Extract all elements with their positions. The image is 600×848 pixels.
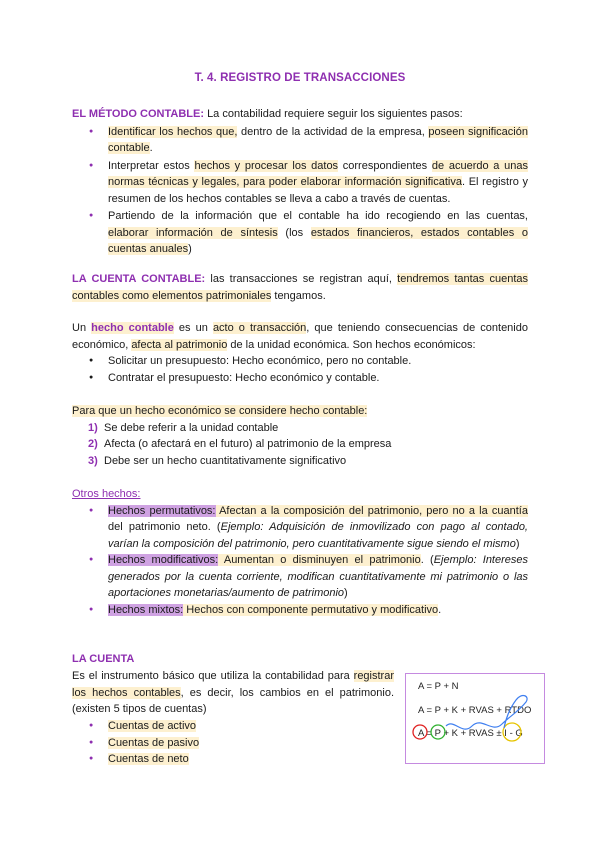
highlight: estados financieros, estados contables o cuentas anuales — [108, 226, 528, 255]
highlight: elaborar información de síntesis — [108, 226, 278, 239]
term: P — [434, 728, 441, 739]
term: I - G — [504, 728, 523, 739]
text: dentro de la actividad de la empresa, — [237, 125, 429, 138]
label: Hechos modificativos: — [108, 554, 219, 566]
list-item — [72, 718, 394, 735]
otros-section — [72, 486, 528, 618]
text: , es decir, los cambios en el patrimonio. (existen 5 tipos de cuentas) — [72, 686, 395, 715]
la-cuenta-list — [72, 718, 394, 768]
text: correspondientes — [338, 159, 432, 172]
list-item — [72, 751, 394, 768]
formula-2: A = P + K + RVAS + RTDO — [418, 705, 532, 716]
condiciones-section — [72, 403, 528, 469]
highlight: Cuentas de neto — [108, 753, 189, 765]
label: Hechos permutativos: — [108, 504, 216, 517]
formula-1: A = P + N — [418, 681, 459, 692]
list-item — [72, 208, 528, 258]
highlight: hechos y procesar los datos — [194, 159, 339, 172]
highlight: tendremos tantas cuentas contables como elementos patrimoniales — [72, 273, 528, 302]
example: Ejemplo: Intereses generados por la cuenta corriente, modifican cuantitativamente mi patrimonio o las aportaciones monetarias/aumento de patrimonio — [108, 554, 529, 599]
text: (los — [277, 226, 311, 239]
example: Ejemplo: Adquisición de inmovilizado con pago al contado, varían la composición del patrimonio, pero cuantitativamente sigue siendo el mismo — [108, 521, 528, 550]
highlight: hecho contable — [91, 322, 174, 334]
text: , que teniendo consecuencias de contenido económico, — [72, 322, 528, 351]
hecho-section — [72, 320, 528, 386]
list-item — [72, 735, 394, 752]
highlight: Identificar los hechos que, — [108, 125, 238, 138]
metodo-intro — [72, 106, 528, 123]
green-circle — [431, 725, 445, 739]
text: ) — [515, 537, 520, 550]
number: 2) — [88, 438, 98, 450]
text: Interpretar estos — [108, 159, 195, 172]
text: Es el instrumento básico que utiliza la contabilidad para — [72, 670, 354, 682]
text: ) — [344, 587, 348, 599]
term: = — [423, 728, 435, 739]
text: . ( — [420, 554, 434, 566]
text: Partiendo de la información que el contable ha ido recogiendo en las cuentas, — [108, 210, 528, 222]
list-item — [72, 552, 528, 602]
text: de la unidad económica. Son hechos económicos: — [227, 338, 476, 351]
text: del patrimonio neto. ( — [108, 521, 221, 533]
highlight: Afectan a la composición del patrimonio, pero no a la cuantía — [215, 504, 528, 517]
highlight: acto o transacción — [212, 322, 307, 334]
yellow-circle — [503, 723, 521, 741]
text: Un — [72, 322, 92, 334]
number: 3) — [88, 454, 98, 467]
circled-terms-drawing — [406, 674, 544, 763]
la-cuenta-heading: LA CUENTA — [72, 653, 135, 665]
list-item — [72, 503, 528, 553]
number: 1) — [88, 421, 98, 434]
condiciones-intro: Para que un hecho económico se considere hecho contable: — [72, 405, 368, 417]
list-item — [72, 158, 528, 208]
metodo-intro-text: La contabilidad requiere seguir los siguientes pasos: — [207, 108, 463, 120]
text: . — [438, 603, 442, 616]
highlight: Cuentas de activo — [108, 720, 197, 732]
text: Debe ser un hecho cuantitativamente significativo — [104, 454, 347, 467]
list-item — [72, 602, 528, 619]
text: Se debe referir a la unidad contable — [104, 421, 279, 434]
otros-heading-link[interactable]: Otros hechos: — [72, 488, 141, 500]
list-item: ● Contratar el presupuesto: Hecho económico y contable. — [72, 370, 528, 387]
metodo-heading: EL MÉTODO CONTABLE: — [72, 108, 204, 120]
la-cuenta-paragraph — [72, 668, 394, 718]
formula-box — [405, 673, 545, 764]
cuenta-contable-section — [72, 271, 528, 304]
highlight: afecta al patrimonio — [131, 338, 228, 351]
highlight: de acuerdo a unas normas técnicas y legales, para poder elaborar información significativa — [108, 159, 528, 188]
label: Hechos mixtos: — [108, 603, 184, 616]
term: + K + RVAS ± — [440, 728, 505, 739]
highlight: Hechos con componente permutativo y modificativo — [183, 603, 439, 616]
red-circle — [413, 725, 427, 739]
metodo-section — [72, 106, 528, 258]
cuenta-contable-heading: LA CUENTA CONTABLE: — [72, 273, 206, 285]
list-item: ● Solicitar un presupuesto: Hecho económico, pero no contable. — [72, 353, 528, 370]
highlight: registrar los hechos contables — [72, 670, 394, 699]
text: Afecta (o afectará en el futuro) al patrimonio de la empresa — [104, 438, 392, 450]
text: las transacciones se registran aquí, — [205, 273, 398, 285]
list-item — [72, 436, 528, 453]
list-item — [72, 453, 528, 470]
text: es un — [173, 322, 213, 334]
highlight: Cuentas de pasivo — [108, 736, 200, 749]
text: tengamos. — [271, 289, 326, 302]
highlight: Aumentan o disminuyen el patrimonio — [218, 554, 421, 566]
highlight: poseen significación contable — [108, 125, 528, 154]
term: A — [418, 728, 424, 739]
hecho-paragraph — [72, 320, 528, 353]
text: . El registro y resumen de los hechos contables se lleva a cabo a través de cuentas. — [108, 176, 529, 205]
text: . — [149, 142, 153, 154]
text: ) — [188, 243, 192, 255]
page-title: T. 4. REGISTRO DE TRANSACCIONES — [194, 72, 406, 84]
list-item — [72, 420, 528, 437]
list-item — [72, 124, 528, 157]
